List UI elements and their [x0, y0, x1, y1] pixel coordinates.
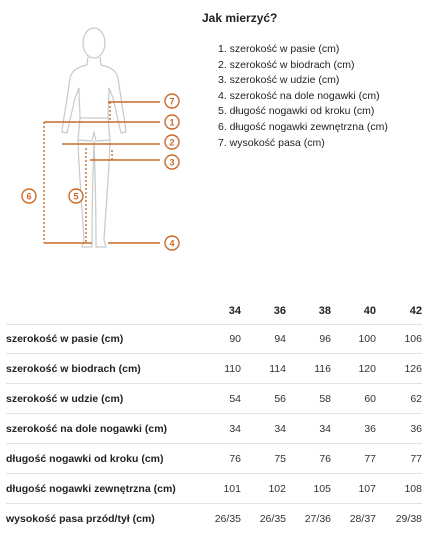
guide-title: Jak mierzyć?: [202, 11, 278, 25]
size-header: 40: [363, 305, 376, 317]
row-label: długość nogawki zewnętrzna (cm): [6, 474, 196, 504]
table-cell: 26/35: [214, 512, 241, 525]
table-cell: 114: [241, 354, 286, 384]
size-header: 34: [228, 305, 241, 317]
table-cell: 105: [286, 474, 331, 504]
svg-text:1: 1: [169, 117, 175, 128]
table-row: [6, 474, 422, 504]
table-cell: 108: [376, 474, 422, 504]
table-cell: 26/35: [259, 512, 286, 525]
row-label: szerokość w pasie (cm): [6, 324, 196, 354]
table-cell: 76: [196, 444, 241, 474]
table-cell: 36: [376, 414, 422, 444]
table-cell: 28/37: [349, 512, 376, 525]
table-cell: 107: [331, 474, 376, 504]
table-row: [6, 354, 422, 384]
table-cell: 29/38: [395, 512, 422, 525]
measurement-item: 6. długość nogawki zewnętrzna (cm): [218, 120, 388, 133]
size-header: 38: [318, 305, 331, 317]
measurement-figure: [0, 0, 200, 270]
table-cell: 58: [286, 384, 331, 414]
measurement-item: 5. długość nogawki od kroku (cm): [218, 105, 375, 118]
label-column-header: [6, 304, 196, 324]
marker-5: [69, 189, 83, 203]
row-label: szerokość w biodrach (cm): [6, 354, 196, 384]
table-row: [6, 384, 422, 414]
table-cell: 34: [196, 414, 241, 444]
measurement-item: 2. szerokość w biodrach (cm): [218, 58, 355, 71]
svg-text:5: 5: [73, 191, 79, 202]
svg-text:6: 6: [26, 191, 32, 202]
table-cell: 60: [331, 384, 376, 414]
measurement-item: 1. szerokość w pasie (cm): [218, 43, 340, 55]
table-cell: 90: [196, 324, 241, 354]
table-cell: 101: [196, 474, 241, 504]
svg-text:3: 3: [169, 157, 175, 168]
marker-4: [165, 236, 179, 250]
marker-7: [165, 94, 179, 108]
measurement-item: 3. szerokość w udzie (cm): [218, 74, 340, 87]
table-cell: 62: [376, 384, 422, 414]
size-header: 42: [409, 305, 422, 317]
row-label: długość nogawki od kroku (cm): [6, 444, 196, 474]
table-cell: 34: [286, 414, 331, 444]
table-cell: 102: [241, 474, 286, 504]
table-cell: 126: [376, 354, 422, 384]
table-cell: 120: [331, 354, 376, 384]
table-cell: 36: [331, 414, 376, 444]
row-label: szerokość na dole nogawki (cm): [6, 414, 196, 444]
table-cell: 116: [286, 354, 331, 384]
table-cell: 34: [241, 414, 286, 444]
measurement-item: 7. wysokość pasa (cm): [218, 136, 325, 149]
row-label: szerokość w udzie (cm): [6, 384, 196, 414]
table-row: [6, 414, 422, 444]
table-cell: 75: [241, 444, 286, 474]
table-cell: 77: [331, 444, 376, 474]
table-cell: 100: [331, 324, 376, 354]
size-table: [6, 304, 422, 533]
size-header: 36: [273, 305, 286, 317]
table-cell: 27/36: [304, 512, 331, 525]
svg-text:7: 7: [169, 96, 175, 107]
svg-text:2: 2: [169, 137, 175, 148]
table-cell: 54: [196, 384, 241, 414]
table-cell: 96: [286, 324, 331, 354]
table-cell: 106: [376, 324, 422, 354]
table-cell: 110: [196, 354, 241, 384]
marker-1: [165, 115, 179, 129]
measurement-item: 4. szerokość na dole nogawki (cm): [218, 89, 380, 102]
body-outline-diagram: [0, 0, 200, 270]
table-cell: 56: [241, 384, 286, 414]
table-cell: 94: [241, 324, 286, 354]
table-cell: 77: [376, 444, 422, 474]
marker-2: [165, 135, 179, 149]
table-row: [6, 324, 422, 354]
measurement-list: [218, 42, 388, 151]
marker-6: [22, 189, 36, 203]
table-row: [6, 504, 422, 534]
size-header-row: [6, 304, 422, 324]
table-cell: 76: [286, 444, 331, 474]
table-row: [6, 444, 422, 474]
marker-3: [165, 155, 179, 169]
row-label: wysokość pasa przód/tył (cm): [6, 512, 155, 525]
svg-text:4: 4: [169, 238, 175, 249]
